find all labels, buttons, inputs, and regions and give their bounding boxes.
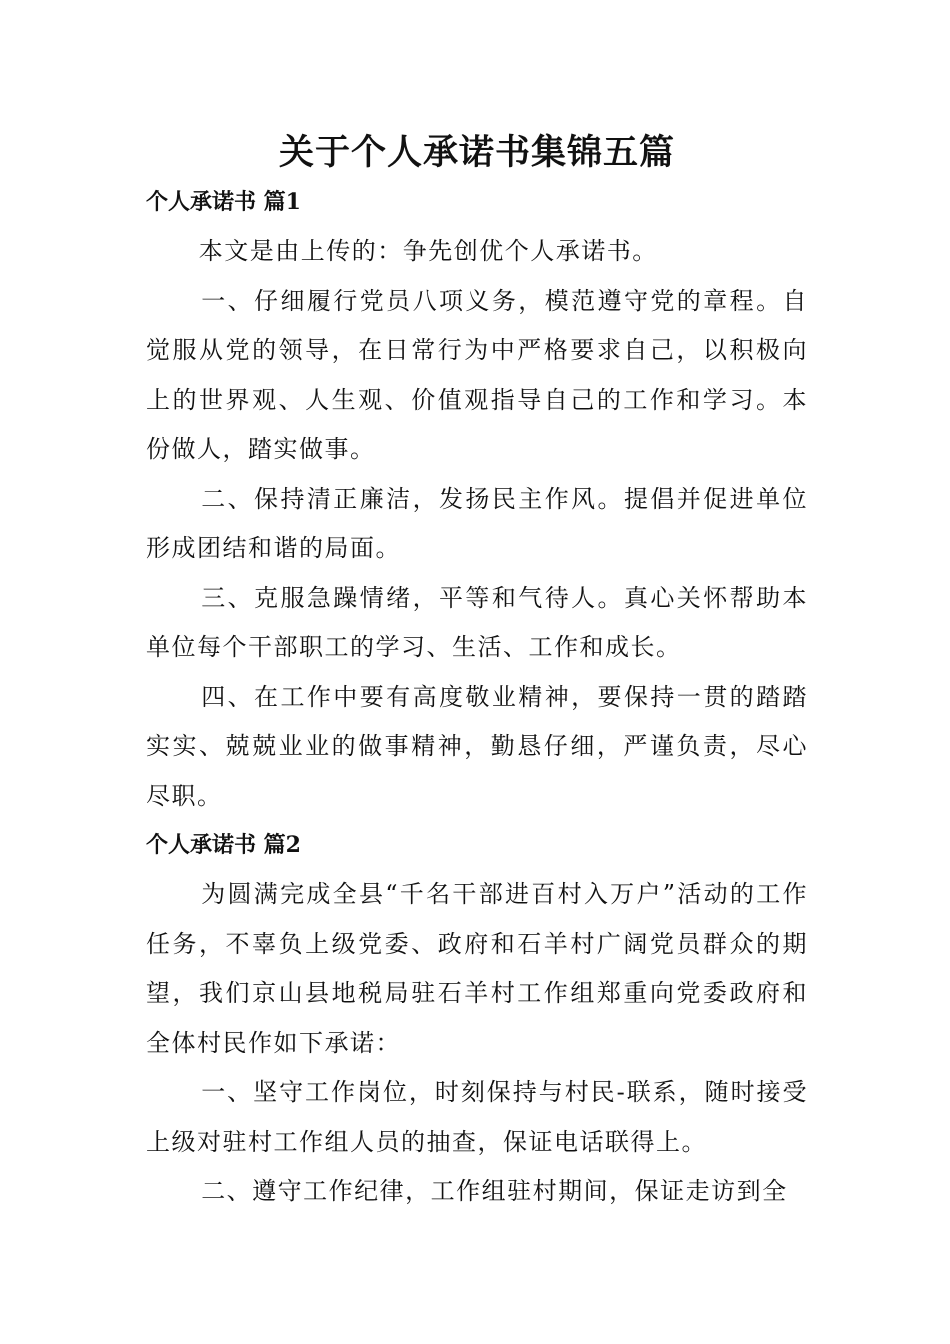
- paragraph: 二、保持清正廉洁，发扬民主作风。提倡并促进单位形成团结和谐的局面。: [146, 484, 808, 562]
- paragraph: 一、坚守工作岗位，时刻保持与村民-联系，随时接受上级对驻村工作组人员的抽查，保证电话联得上。: [146, 1078, 808, 1156]
- section-heading: 个人承诺书 篇2: [146, 832, 301, 858]
- section-heading: 个人承诺书 篇1: [146, 189, 301, 215]
- paragraph: 四、在工作中要有高度敬业精神，要保持一贯的踏踏实实、兢兢业业的做事精神，勤恳仔细，严谨负责，尽心尽职。: [146, 682, 808, 810]
- paragraph: 一、仔细履行党员八项义务，模范遵守党的章程。自觉服从党的领导，在日常行为中严格要求自己，以积极向上的世界观、人生观、价值观指导自己的工作和学习。本份做人，踏实做事。: [146, 286, 808, 463]
- document-title: 关于个人承诺书集锦五篇: [278, 133, 675, 173]
- paragraph: 三、克服急躁情绪，平等和气待人。真心关怀帮助本单位每个干部职工的学习、生活、工作和成长。: [146, 583, 808, 661]
- section-2: [146, 821, 808, 1217]
- paragraph: 本文是由上传的：争先创优个人承诺书。: [198, 237, 658, 265]
- section-1: [146, 178, 808, 821]
- document-page: [146, 128, 808, 1217]
- paragraph: 二、遵守工作纪律，工作组驻村期间，保证走访到全: [201, 1177, 788, 1205]
- paragraph: 为圆满完成全县“千名干部进百村入万户”活动的工作任务，不辜负上级党委、政府和石羊村广阔党员群众的期望，我们京山县地税局驻石羊村工作组郑重向党委政府和全体村民作如下承诺：: [146, 880, 808, 1057]
